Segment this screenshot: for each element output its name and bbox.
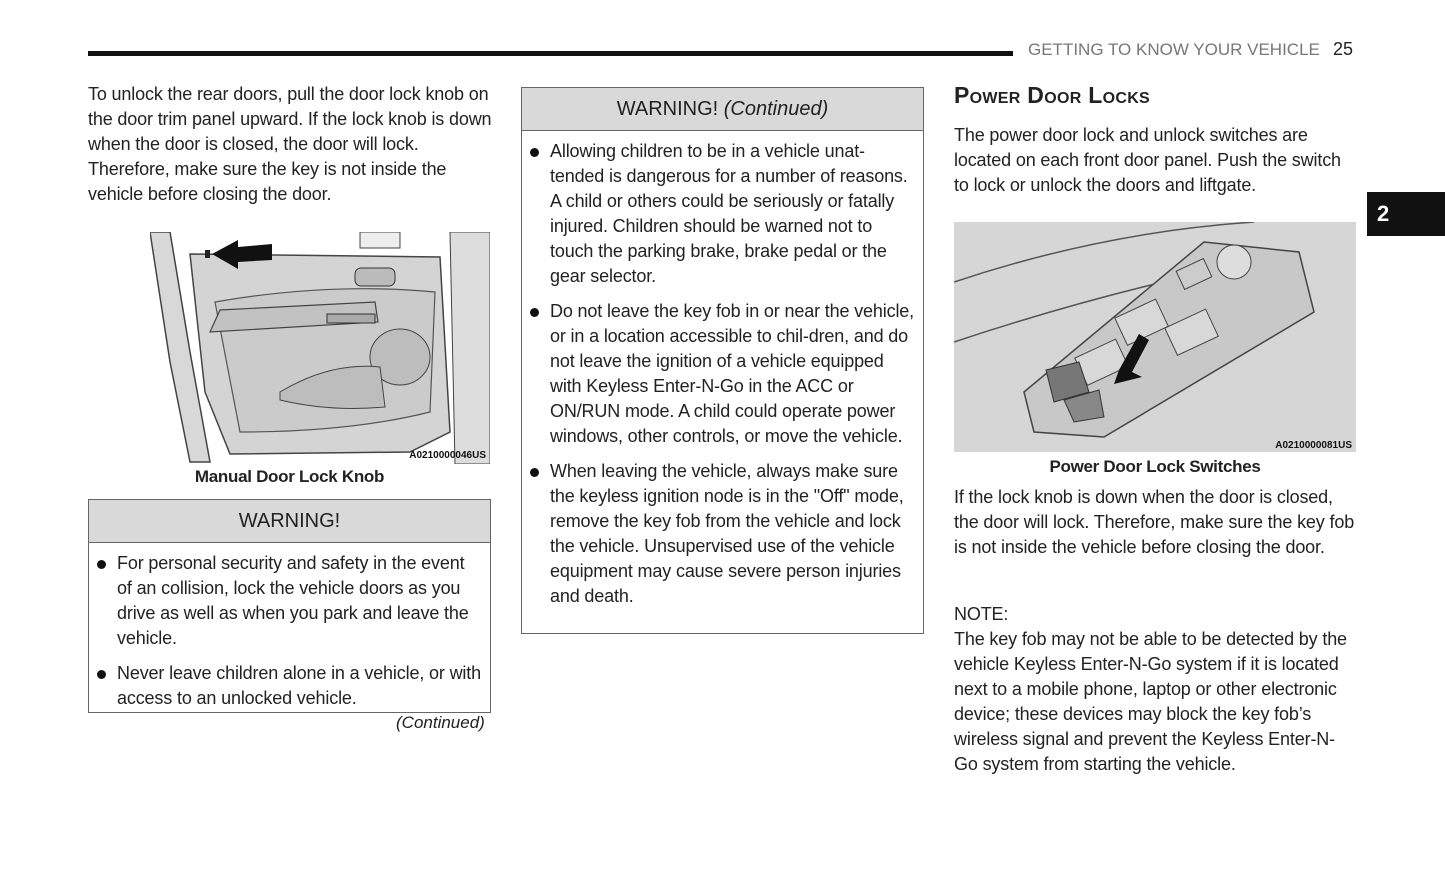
section-title: GETTING TO KNOW YOUR VEHICLE <box>1028 40 1320 59</box>
figure-code: A0210000081US <box>1275 440 1352 451</box>
intro-paragraph: The power door lock and unlock switches are located on each front door panel. Push the switch to lock or unlock the doors and liftgate. <box>954 125 1341 195</box>
power-lock-switches-figure <box>954 222 1356 452</box>
chapter-tab[interactable]: 2 <box>1367 192 1445 236</box>
note-text: The key fob may not be able to be detected by the vehicle Keyless Enter-N-Go system if it is located next to a mobile phone, laptop or other electronic device; these devices may block the key fob’s wireless signal and prevent the Keyless Enter-N-Go system from starting the vehicle. <box>954 629 1347 774</box>
warning-item: Do not leave the key fob in or near the vehicle, or in a location accessible to chil-dren, and do not leave the ignition of a vehicle equipped with Keyless Enter-N-Go in the ACC or ON/RUN mode. A child could operate power windows, other controls, or move the vehicle. <box>550 299 915 449</box>
note-label: NOTE: <box>954 604 1009 624</box>
figure-caption: Manual Door Lock Knob <box>194 467 385 486</box>
warning-title-text: WARNING! <box>616 98 719 120</box>
header-rule <box>88 51 1013 56</box>
lock-knob-paragraph: If the lock knob is down when the door is closed, the door will lock. Therefore, make sure the key fob is not inside the vehicle before closing the door. <box>954 487 1355 557</box>
continued-label: (Continued) <box>396 713 485 732</box>
intro-paragraph: To unlock the rear doors, pull the door lock knob on the door trim panel upward. If the lock knob is down when the door is closed, the door will lock. Therefore, make sure the key is not inside the vehicle before closing the door. <box>88 84 492 204</box>
warning-box <box>88 499 491 713</box>
warning-title: WARNING! <box>89 500 490 543</box>
figure-caption: Power Door Lock Switches <box>1049 457 1261 476</box>
warning-item: When leaving the vehicle, always make sure the keyless ignition node is in the "Off" mode, remove the key fob from the vehicle and lock the vehicle. Unsupervised use of the vehicle equipment may cause severe person injuries and death. <box>550 459 915 609</box>
warning-title <box>522 88 923 131</box>
warning-item: Never leave children alone in a vehicle, or with access to an unlocked vehicle. <box>117 661 482 711</box>
section-heading: Power Door Locks <box>954 82 1151 108</box>
page-number: 25 <box>1333 39 1354 59</box>
warning-item: Allowing children to be in a vehicle unat-tended is dangerous for a number of reasons. A child or others could be seriously or fatally injured. Children should be warned not to touch the parking brake, brake pedal or the gear selector. <box>550 139 915 289</box>
warning-item: For personal security and safety in the event of an collision, lock the vehicle doors as you drive as well as when you park and leave the vehicle. <box>117 551 482 651</box>
door-panel-illustration <box>150 232 490 464</box>
warning-box-continued <box>521 87 924 634</box>
figure-code: A0210000046US <box>409 450 486 461</box>
warning-continued-label: (Continued) <box>723 98 829 120</box>
door-lock-knob-figure <box>150 232 490 464</box>
switch-panel-illustration <box>954 222 1356 452</box>
